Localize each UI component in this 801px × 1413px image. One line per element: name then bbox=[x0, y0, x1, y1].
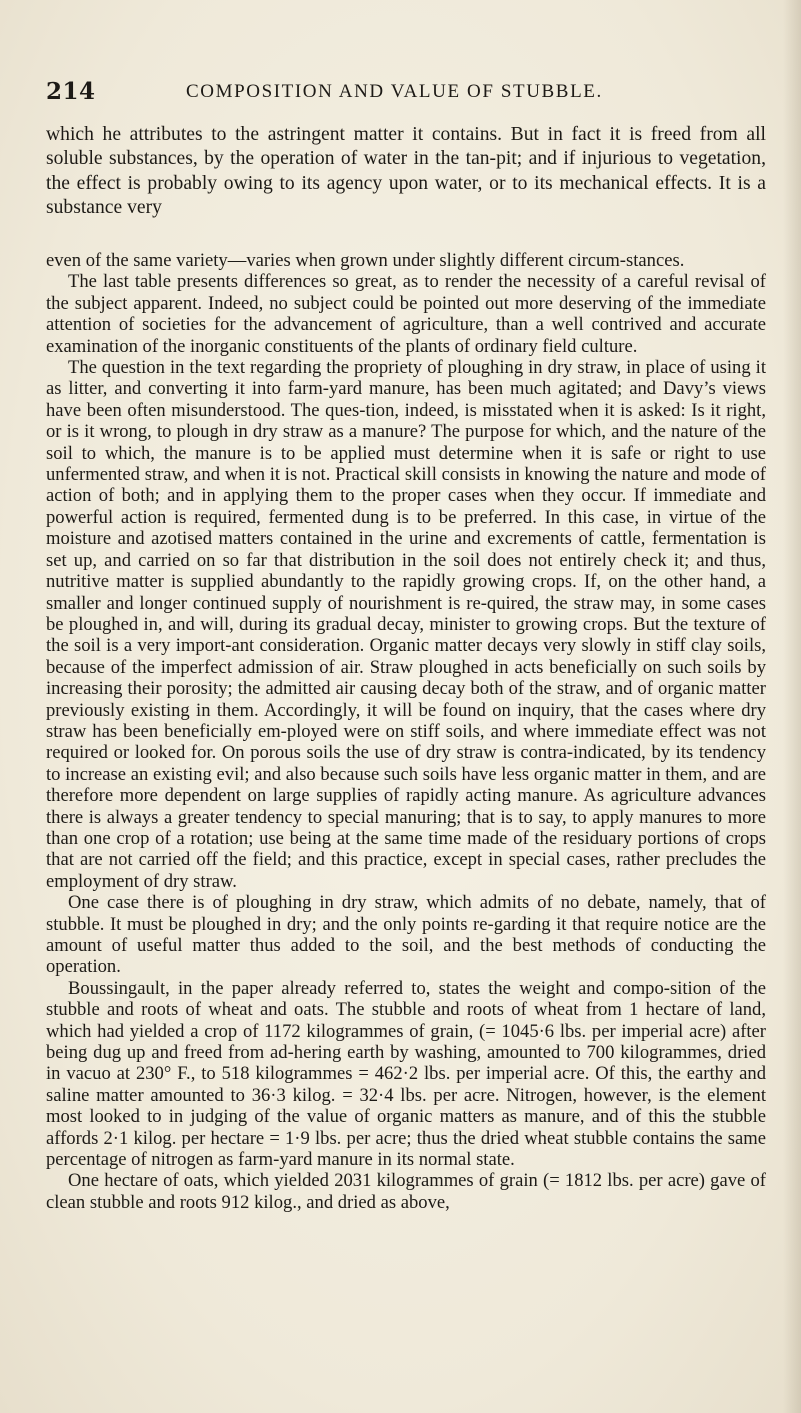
paragraph-oats: One hectare of oats, which yielded 2031 kilogrammes of grain (= 1812 lbs. per acre) gave of clean stubble and roots 912 kilog., and dried as above, bbox=[46, 1170, 766, 1213]
paragraph-boussingault: Boussingault, in the paper already referred to, states the weight and compo-sition of the stubble and roots of wheat and oats. The stubble and roots of wheat from 1 hectare of land, which had yielded a crop of 1172 kilogrammes of grain, (= 1045·6 lbs. per imperial acre) after being dug up and freed from ad-hering earth by washing, amounted to 700 kilogrammes, dried in vacuo at 230° F., to 518 kilogrammes = 462·2 lbs. per imperial acre. Of this, the earthy and saline matter amounted to 36·3 kilog. = 32·4 lbs. per acre. Nitrogen, however, is the element most looked to in judging of the value of organic matters as manure, and of this the stubble affords 2·1 kilog. per hectare = 1·9 lbs. per acre; thus the dried wheat stubble contains the same percentage of nitrogen as farm-yard manure in its normal state. bbox=[46, 977, 766, 1171]
paragraph-continuation: even of the same variety—varies when grown under slightly different circum-stances. bbox=[46, 250, 685, 271]
running-title: COMPOSITION AND VALUE OF STUBBLE. bbox=[186, 81, 603, 102]
continued-paragraph: which he attributes to the astringent matter it contains. But in fact it is freed from all soluble substances, by the operation of water in the tan-pit; and if injurious to vegetation, the effect is probably owing to its agency upon water, or to its mechanical effects. It is a substance very bbox=[46, 124, 766, 218]
page-edge-shadow bbox=[783, 0, 801, 1413]
page-number: 214 bbox=[46, 78, 96, 105]
paragraph-table-revisal: The last table presents differences so great, as to render the necessity of a careful revisal of the subject apparent. Indeed, no subject could be pointed out more deserving of the immediate attention of societies for the advancement of agriculture, than a well contrived and accurate examination of the inorganic constituents of the plants of ordinary field culture. bbox=[46, 271, 766, 357]
paragraph-stubble: One case there is of ploughing in dry straw, which admits of no debate, namely, that of stubble. It must be ploughed in dry; and the only points re-garding it that require notice are the amount of useful matter thus added to the soil, and the best methods of conducting the operation. bbox=[46, 892, 766, 978]
footnote-text-block bbox=[46, 250, 766, 1213]
page-header bbox=[46, 78, 766, 108]
paragraph-dry-straw: The question in the text regarding the propriety of ploughing in dry straw, in place of using it as litter, and converting it into farm-yard manure, has been much agitated; and Davy’s views have been often misunderstood. The ques-tion, indeed, is misstated when it is asked: Is it right, or is it wrong, to plough in dry straw as a manure? The purpose for which, and the nature of the soil to which, the manure is to be applied must determine when it is safe or right to use unfermented straw, and when it is not. Practical skill consists in knowing the nature and mode of action of both; and in applying them to the proper cases when they occur. If immediate and powerful action is required, fermented dung is to be preferred. In this case, in virtue of the moisture and azotised matters contained in the urine and excrements of cattle, fermentation is set up, and carried on so far that distribution in the soil does not entirely check it; and thus, nutritive matter is supplied abundantly to the rapidly growing crops. If, on the other hand, a smaller and longer continued supply of nourishment is re-quired, the straw may, in some cases be ploughed in, and will, during its gradual decay, minister to growing crops. But the texture of the soil is a very import-ant consideration. Organic matter decays very slowly in stiff clay soils, because of the imperfect admission of air. Straw ploughed in acts beneficially on such soils by increasing their porosity; the admitted air causing decay both of the straw, and of organic matter previously existing in them. Accordingly, it will be found on inquiry, that the cases where dry straw has been beneficially em-ployed were on stiff soils, and where immediate effect was not required or looked for. On porous soils the use of dry straw is contra-indicated, by its tendency to increase an existing evil; and also because such soils have less organic matter in them, and are therefore more dependent on large supplies of rapidly acting manure. As agriculture advances there is always a greater tendency to special manuring; that is to say, to apply manures to more than one crop of a rotation; use being at the same time made of the residuary portions of crops that are not carried off the field; and this practice, except in special cases, rather precludes the employment of dry straw. bbox=[46, 357, 766, 892]
continued-text-block bbox=[46, 123, 766, 220]
